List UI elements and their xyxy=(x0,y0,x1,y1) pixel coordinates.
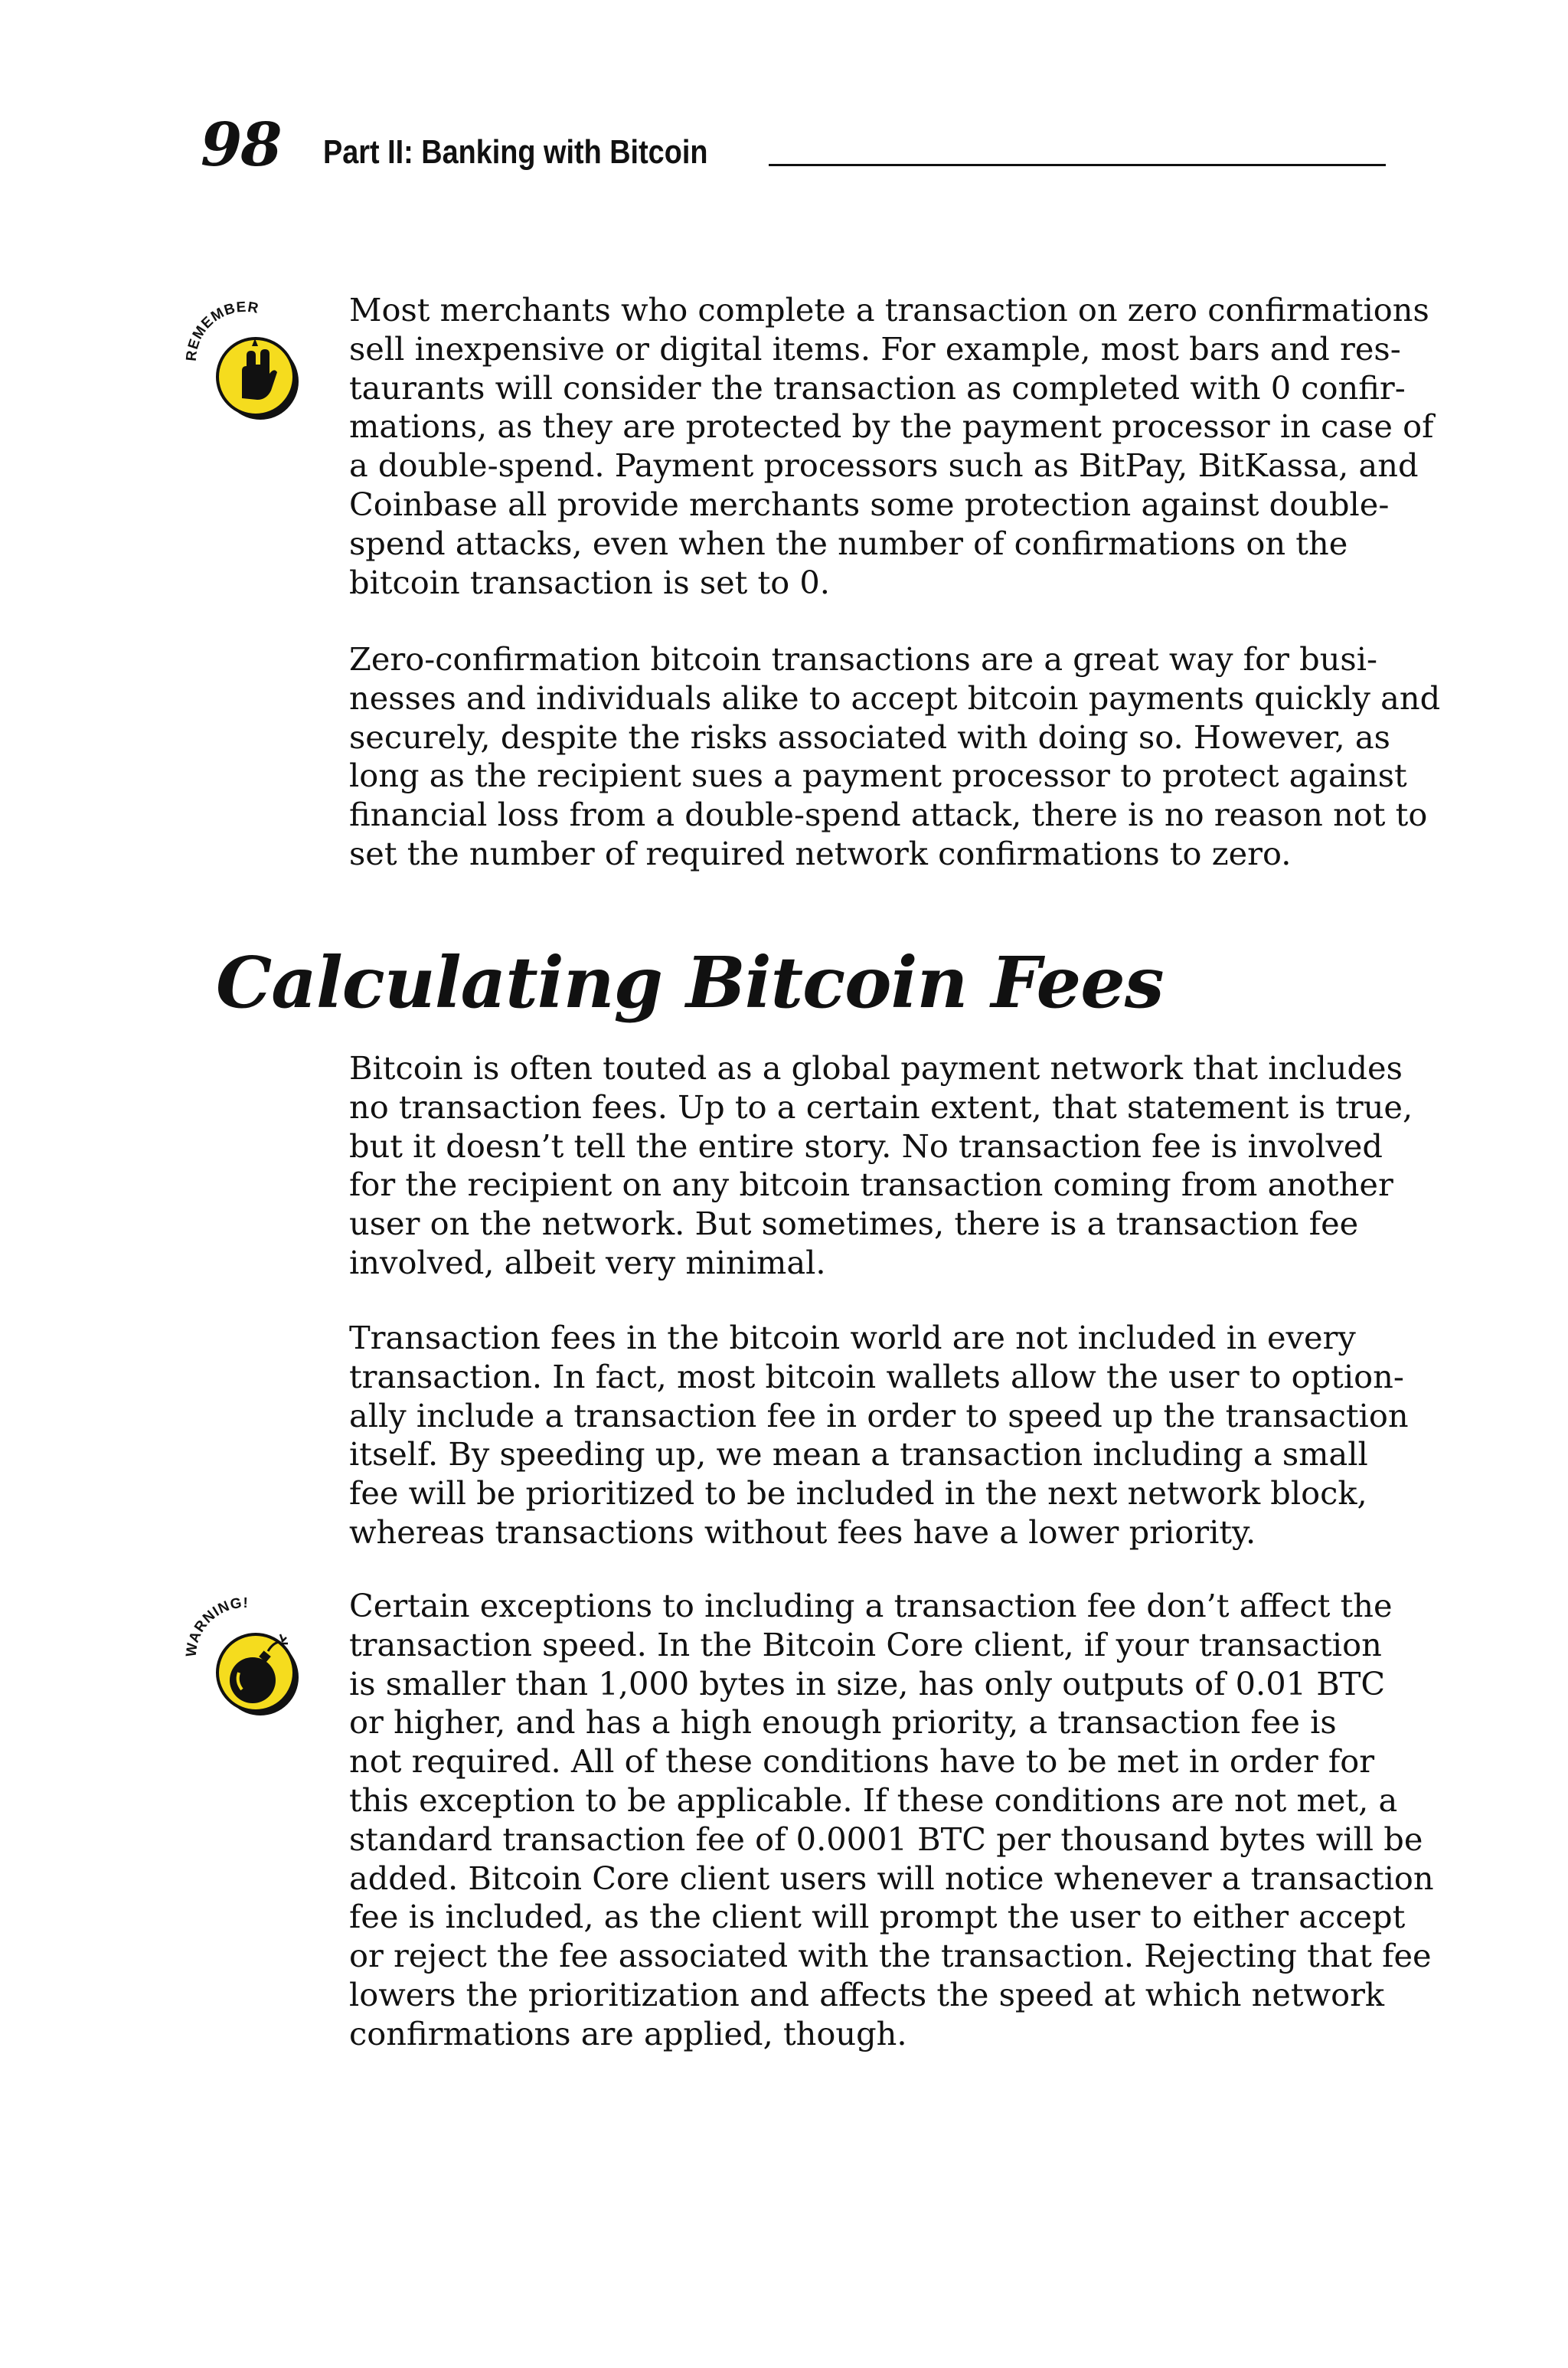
text-line: transaction. In fact, most bitcoin wallets allow the user to option- xyxy=(349,1357,1404,1395)
text-line: Zero-confirmation bitcoin transactions are a great way for busi- xyxy=(349,640,1378,678)
running-head: Part II: Banking with Bitcoin xyxy=(323,133,708,171)
text-line: set the number of required network confirmations to zero. xyxy=(349,834,1292,872)
text-line: for the recipient on any bitcoin transaction coming from another xyxy=(349,1166,1393,1204)
remember-icon-label: REMEMBER xyxy=(183,299,260,362)
text-line: transaction speed. In the Bitcoin Core client, if your transaction xyxy=(349,1625,1382,1663)
text-line: not required. All of these conditions have to be met in order for xyxy=(349,1742,1375,1781)
text-line: is smaller than 1,000 bytes in size, has only outputs of 0.01 BTC xyxy=(349,1664,1386,1702)
text-line: itself. By speeding up, we mean a transaction including a small xyxy=(349,1435,1368,1473)
text-line: added. Bitcoin Core client users will notice whenever a transaction xyxy=(349,1859,1434,1897)
text-line: Coinbase all provide merchants some protection against double- xyxy=(349,485,1390,523)
text-line: this exception to be applicable. If these conditions are not met, a xyxy=(349,1781,1398,1819)
intro-paragraph xyxy=(349,1049,1421,1283)
text-line: Most merchants who complete a transaction on zero confirmations xyxy=(349,291,1429,329)
remember-paragraph xyxy=(349,291,1434,602)
fees-paragraph xyxy=(349,1319,1421,1552)
text-line: securely, despite the risks associated with doing so. However, as xyxy=(349,718,1390,756)
text-line: long as the recipient sues a payment processor to protect against xyxy=(349,757,1407,795)
remember-icon xyxy=(181,291,311,421)
warning-paragraph xyxy=(349,1587,1434,2054)
header-rule xyxy=(769,164,1386,166)
warning-icon xyxy=(181,1587,311,1717)
text-line: lowers the prioritization and affects the speed at which network xyxy=(349,1975,1385,2013)
text-line: financial loss from a double-spend attack, there is no reason not to xyxy=(349,796,1428,834)
text-line: Certain exceptions to including a transaction fee don’t affect the xyxy=(349,1587,1393,1624)
section-heading: Calculating Bitcoin Fees xyxy=(216,941,1164,1024)
page-number: 98 xyxy=(201,110,281,180)
text-line: whereas transactions without fees have a lower priority. xyxy=(349,1513,1256,1551)
text-line: spend attacks, even when the number of confirmations on the xyxy=(349,524,1348,562)
text-line: user on the network. But sometimes, there is a transaction fee xyxy=(349,1205,1359,1243)
text-line: standard transaction fee of 0.0001 BTC per thousand bytes will be xyxy=(349,1820,1423,1858)
text-line: nesses and individuals alike to accept bitcoin payments quickly and xyxy=(349,679,1441,717)
text-line: involved, albeit very minimal. xyxy=(349,1243,826,1281)
text-line: or higher, and has a high enough priority, a transaction fee is xyxy=(349,1703,1337,1742)
text-line: taurants will consider the transaction as completed with 0 confir- xyxy=(349,368,1406,407)
text-line: ally include a transaction fee in order to speed up the transaction xyxy=(349,1396,1409,1434)
warning-icon-label: WARNING! xyxy=(183,1594,249,1658)
text-line: no transaction fees. Up to a certain extent, that statement is true, xyxy=(349,1088,1413,1126)
text-line: Bitcoin is often touted as a global payment network that includes xyxy=(349,1049,1403,1087)
text-line: or reject the fee associated with the transaction. Rejecting that fee xyxy=(349,1937,1432,1975)
text-line: confirmations are applied, though. xyxy=(349,2014,907,2052)
text-line: Transaction fees in the bitcoin world are not included in every xyxy=(349,1319,1356,1356)
text-line: a double-spend. Payment processors such as BitPay, BitKassa, and xyxy=(349,446,1419,485)
text-line: bitcoin transaction is set to 0. xyxy=(349,563,830,601)
text-line: fee is included, as the client will prompt the user to either accept xyxy=(349,1898,1406,1936)
text-line: mations, as they are protected by the payment processor in case of xyxy=(349,407,1434,446)
zero-conf-paragraph xyxy=(349,640,1441,874)
page-header xyxy=(201,110,1386,180)
text-line: but it doesn’t tell the entire story. No transaction fee is involved xyxy=(349,1127,1383,1165)
text-line: sell inexpensive or digital items. For example, most bars and res- xyxy=(349,329,1401,368)
text-line: fee will be prioritized to be included in the next network block, xyxy=(349,1474,1367,1513)
